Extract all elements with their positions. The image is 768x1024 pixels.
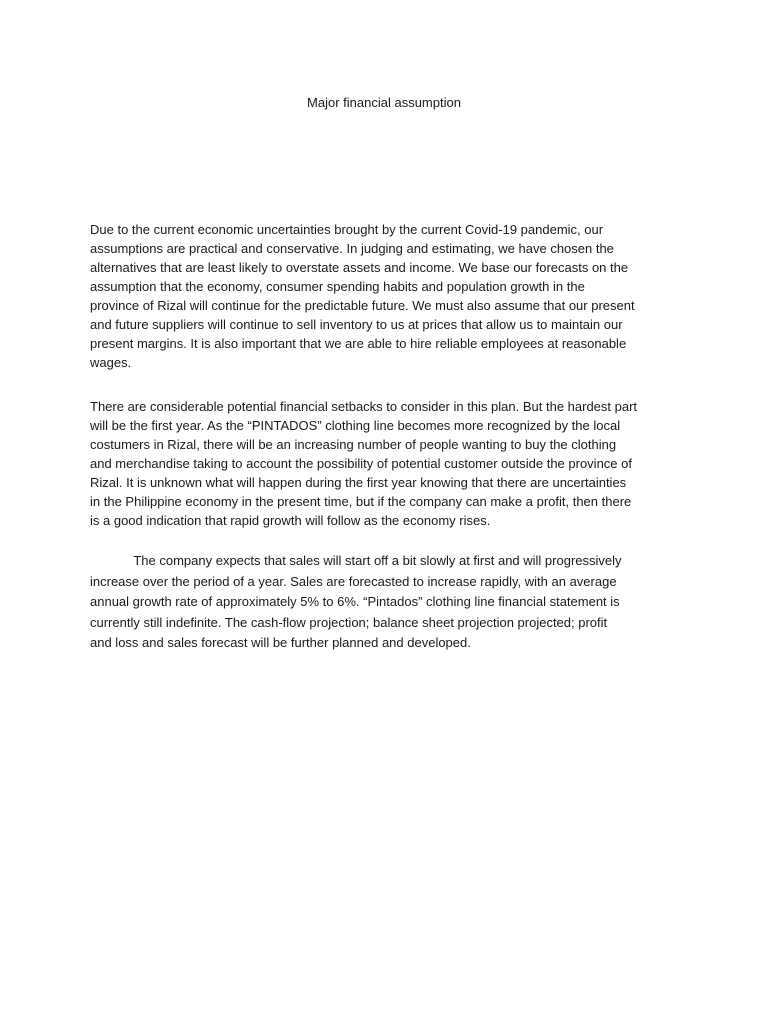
document-title: Major financial assumption bbox=[307, 95, 461, 110]
paragraph-economic-assumptions: Due to the current economic uncertainties brought by the current Covid-19 pandemic, our assumptions are practical and conservative. In judging and estimating, we have chosen the alternatives that are least likely to overstate assets and income. We base our forecasts on the assumption that the economy, consumer spending habits and population growth in the province of Rizal will continue for the predictable future. We must also assume that our present and future suppliers will continue to sell inventory to us at prices that allow us to maintain our present margins. It is also important that we are able to hire reliable employees at reasonable wages. bbox=[90, 222, 635, 370]
paragraph-financial-setbacks: There are considerable potential financial setbacks to consider in this plan. But the hardest part will be the first year. As the “PINTADOS” clothing line becomes more recognized by the local costumers in Rizal, there will be an increasing number of people wanting to buy the clothing and merchandise taking to account the possibility of potential customer outside the province of Rizal. It is unknown what will happen during the first year knowing that there are uncertainties in the Philippine economy in the present time, but if the company can make a profit, then there is a good indication that rapid growth will follow as the economy rises. bbox=[90, 399, 638, 528]
paragraph-sales-forecast: The company expects that sales will start off a bit slowly at first and will progressively increase over the period of a year. Sales are forecasted to increase rapidly, with an average annual growth rate of approximately 5% to 6%. “Pintados” clothing line financial statement is currently still indefinite. The cash-flow projection; balance sheet projection projected; profit and loss and sales forecast will be further planned and developed. bbox=[90, 553, 622, 650]
